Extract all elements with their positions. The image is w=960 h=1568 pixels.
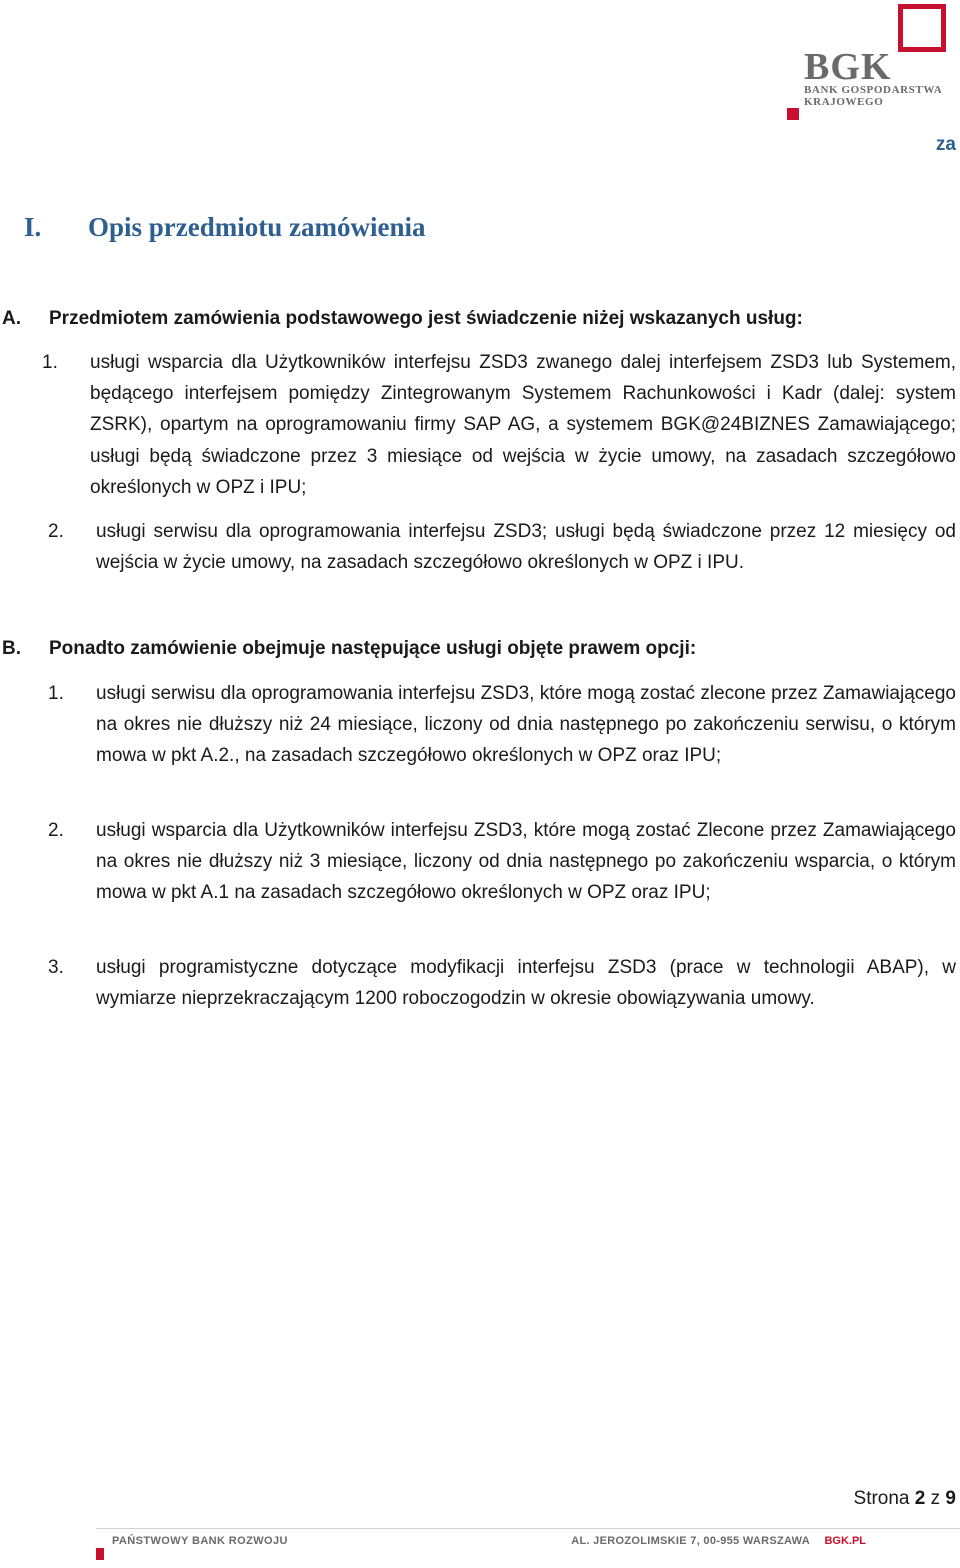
page-title-text: Opis przedmiotu zamówienia — [88, 212, 426, 242]
logo-subtext-line2: KRAJOWEGO — [804, 96, 884, 108]
footer-divider — [96, 1528, 960, 1529]
page-title-number: I. — [24, 212, 42, 242]
section-a-heading-text: Przedmiotem zamówienia podstawowego jest świadczenie niżej wskazanych usług: — [49, 308, 803, 329]
list-item-number: 2. — [48, 521, 64, 542]
logo-subtext-line1: BANK GOSPODARSTWA — [804, 84, 943, 96]
list-item-text: usługi serwisu dla oprogramowania interfejsu ZSD3, które mogą zostać zlecone przez Zamawiającego na okres nie dłuższy niż 24 miesiące, liczony od dnia następnego po zakończeniu serwisu, o którym mowa w pkt A.2., na zasadach szczegółowo określonych w OPZ oraz IPU; — [96, 683, 956, 767]
section-a-number: A. — [2, 308, 21, 329]
footer-website-link[interactable]: BGK.PL — [824, 1535, 866, 1547]
list-item — [48, 678, 956, 772]
section-b-heading-text: Ponadto zamówienie obejmuje następujące usługi objęte prawem opcji: — [49, 638, 697, 659]
list-item-number: 1. — [42, 352, 58, 373]
list-item-text: usługi wsparcia dla Użytkowników interfejsu ZSD3 zwanego dalej interfejsem ZSD3 lub Systemem, będącego interfejsem pomiędzy Zintegrowanym Systemem Rachunkowości i Kadr (dalej: system ZSRK), opartym na oprogramowaniu firmy SAP AG, a systemem BGK@24BIZNES Zamawiającego; usługi będą świadczone przez 3 miesiące od wejścia w życie umowy, na zasadach szczegółowo określonych w OPZ i IPU; — [90, 352, 956, 498]
page-number-separator: z — [930, 1488, 941, 1509]
page-number — [854, 1488, 956, 1510]
list-item — [48, 815, 956, 909]
page-number-prefix: Strona — [853, 1488, 910, 1509]
page-number-current: 2 — [914, 1488, 926, 1509]
list-item-number: 2. — [48, 820, 64, 841]
list-item-number: 3. — [48, 957, 64, 978]
list-item-text: usługi serwisu dla oprogramowania interfejsu ZSD3; usługi będą świadczone przez 12 miesięcy od wejścia w życie umowy, na zasadach szczegółowo określonych w OPZ i IPU. — [96, 521, 956, 574]
logo-text: BGK — [804, 46, 892, 88]
list-item-text: usługi wsparcia dla Użytkowników interfejsu ZSD3, które mogą zostać Zlecone przez Zamawiającego na okres nie dłuższy niż 3 miesiące, liczony od dnia następnego po zakończeniu wsparcia, o którym mowa w pkt A.1 na zasadach szczegółowo określonych w OPZ oraz IPU; — [96, 820, 956, 904]
logo-subtext — [804, 84, 942, 108]
footer-red-mark — [96, 1548, 104, 1560]
logo-square-filled — [787, 108, 799, 120]
logo-square-outline — [898, 4, 946, 52]
header-top-right-text: za — [935, 134, 956, 155]
section-b-number: B. — [2, 638, 21, 659]
section-a-heading — [2, 308, 803, 330]
list-item — [48, 516, 956, 578]
list-item — [42, 347, 956, 503]
footer-address: AL. JEROZOLIMSKIE 7, 00-955 WARSZAWA — [571, 1535, 810, 1547]
list-item — [48, 952, 956, 1014]
bgk-logo — [784, 4, 952, 120]
footer-bank-name: PAŃSTWOWY BANK ROZWOJU — [112, 1535, 288, 1547]
list-item-number: 1. — [48, 683, 64, 704]
page-number-total: 9 — [945, 1488, 956, 1509]
page-title — [24, 212, 426, 243]
section-b-heading — [2, 638, 696, 660]
list-item-text: usługi programistyczne dotyczące modyfikacji interfejsu ZSD3 (prace w technologii ABAP), w wymiarze nieprzekraczającym 1200 roboczogodzin w okresie obowiązywania umowy. — [96, 957, 956, 1010]
